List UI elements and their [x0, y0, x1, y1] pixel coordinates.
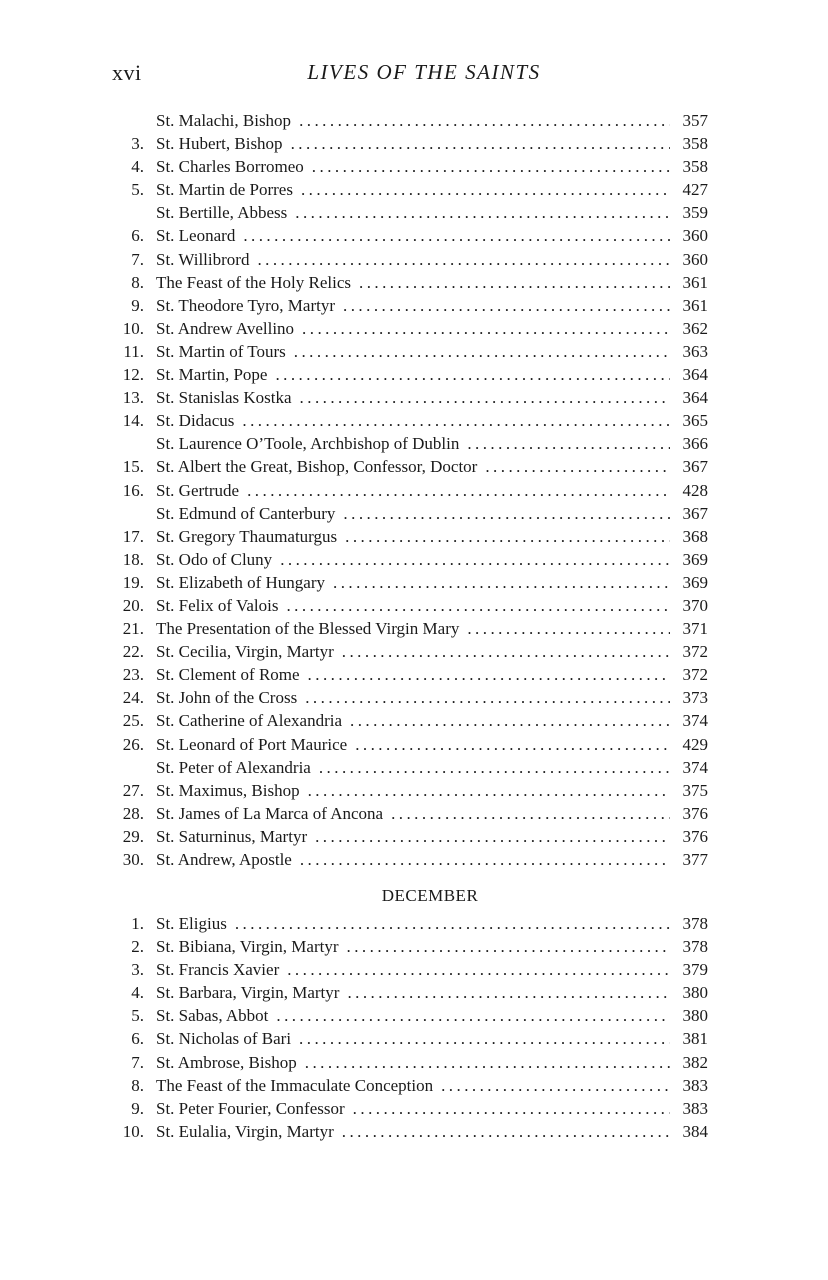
entry-day-number: 9.: [131, 295, 144, 315]
entry-page-number: 379: [682, 960, 708, 980]
entry-page-number: 374: [682, 757, 708, 777]
entry-title: St. Leonard: [156, 226, 236, 246]
dot-leader: [286, 594, 670, 617]
page-number: xvi: [112, 60, 142, 85]
entry-page-number: 376: [682, 826, 708, 846]
entry-day-number: 7.: [131, 1052, 144, 1072]
dot-leader: [257, 248, 670, 271]
dot-leader: [276, 1004, 670, 1027]
dot-leader: [347, 935, 670, 958]
entry-day-number: 4.: [131, 983, 144, 1003]
entry-day-number: 8.: [131, 272, 144, 292]
dot-leader: [485, 455, 670, 478]
entry-day-number: 24.: [122, 688, 144, 708]
contents-entry: [112, 617, 708, 640]
entry-title: The Feast of the Immaculate Conception: [156, 1075, 434, 1095]
dot-leader: [333, 571, 670, 594]
entry-day-number: 5.: [131, 180, 144, 200]
entry-title: St. Peter of Alexandria: [156, 757, 311, 777]
contents-entry: [112, 502, 708, 525]
contents-entry: [112, 756, 708, 779]
contents-entry: [112, 981, 708, 1004]
contents-entry: [112, 317, 708, 340]
entry-day-number: 22.: [122, 642, 144, 662]
contents-entry: [112, 825, 708, 848]
contents-entry: [112, 155, 708, 178]
contents-entry: [112, 409, 708, 432]
contents-entry: [112, 294, 708, 317]
entry-day-number: 28.: [122, 803, 144, 823]
entry-page-number: 371: [682, 619, 708, 639]
entry-page-number: 357: [682, 111, 708, 130]
entry-page-number: 372: [682, 642, 708, 662]
entry-day-number: 6.: [131, 1029, 144, 1049]
entry-title: St. Felix of Valois: [156, 595, 279, 615]
entry-page-number: 368: [682, 526, 708, 546]
entry-day-number: 4.: [131, 157, 144, 177]
entry-day-number: 21.: [122, 619, 144, 639]
entry-day-number: 17.: [122, 526, 144, 546]
entry-day-number: 12.: [122, 365, 144, 385]
entry-page-number: 374: [682, 711, 708, 731]
entry-page-number: 376: [682, 803, 708, 823]
entry-page-number: 373: [682, 688, 708, 708]
entry-page-number: 370: [682, 595, 708, 615]
entry-day-number: 27.: [122, 780, 144, 800]
entry-page-number: 380: [682, 983, 708, 1003]
entry-title: St. Saturninus, Martyr: [156, 826, 308, 846]
entry-title: The Feast of the Holy Relics: [156, 272, 351, 292]
contents-entry: [112, 779, 708, 802]
contents-entry: [112, 363, 708, 386]
entry-page-number: 372: [682, 665, 708, 685]
dot-leader: [441, 1074, 670, 1097]
entry-page-number: 384: [682, 1121, 708, 1141]
entry-day-number: 26.: [122, 734, 144, 754]
entry-title: St. Catherine of Alexandria: [156, 711, 343, 731]
entry-day-number: 1.: [131, 914, 144, 933]
entry-title: St. Barbara, Virgin, Martyr: [156, 983, 340, 1003]
entry-page-number: 365: [682, 411, 708, 431]
entry-day-number: 8.: [131, 1075, 144, 1095]
contents-entry: [112, 386, 708, 409]
dot-leader: [312, 155, 670, 178]
entry-page-number: 361: [682, 272, 708, 292]
running-title: LIVES OF THE SAINTS: [307, 60, 541, 84]
contents-entry: [112, 1004, 708, 1027]
entry-title: St. Eulalia, Virgin, Martyr: [156, 1121, 334, 1141]
entry-title: St. Martin de Porres: [156, 180, 293, 200]
contents-entry: [112, 340, 708, 363]
dot-leader: [315, 825, 670, 848]
contents-entry: [112, 1074, 708, 1097]
dot-leader: [300, 386, 670, 409]
entry-title: St. Leonard of Port Maurice: [156, 734, 348, 754]
contents-entry: [112, 224, 708, 247]
entry-title: St. Bibiana, Virgin, Martyr: [156, 937, 339, 957]
dot-leader: [295, 201, 670, 224]
entry-title: St. John of the Cross: [156, 688, 298, 708]
contents-entry: [112, 1051, 708, 1074]
entry-day-number: 10.: [122, 318, 144, 338]
entry-title: St. Clement of Rome: [156, 665, 300, 685]
entry-day-number: 5.: [131, 1006, 144, 1026]
dot-leader: [294, 340, 670, 363]
dot-leader: [291, 132, 670, 155]
contents-entry: [112, 594, 708, 617]
contents-entry: [112, 663, 708, 686]
dot-leader: [275, 363, 670, 386]
entry-day-number: 15.: [122, 457, 144, 477]
entry-page-number: 367: [682, 457, 708, 477]
entry-page-number: 364: [682, 388, 708, 408]
page-header: [112, 60, 708, 90]
entry-day-number: 29.: [122, 826, 144, 846]
dot-leader: [350, 709, 670, 732]
entry-page-number: 361: [682, 295, 708, 315]
dot-leader: [299, 109, 670, 132]
entry-page-number: 378: [682, 914, 708, 933]
dot-leader: [347, 981, 670, 1004]
entry-title: St. Hubert, Bishop: [156, 134, 283, 154]
dot-leader: [342, 1120, 670, 1143]
entry-page-number: 362: [682, 318, 708, 338]
contents-entry: [112, 709, 708, 732]
entry-title: St. Malachi, Bishop: [156, 111, 292, 130]
dot-leader: [287, 958, 670, 981]
entry-page-number: 382: [682, 1052, 708, 1072]
dot-leader: [301, 178, 670, 201]
entry-page-number: 369: [682, 549, 708, 569]
dot-leader: [247, 479, 670, 502]
contents-entry: [112, 1027, 708, 1050]
entry-title: St. Eligius: [156, 914, 227, 933]
contents-entry: [112, 271, 708, 294]
entry-title: St. Francis Xavier: [156, 960, 280, 980]
dot-leader: [235, 912, 670, 935]
entry-day-number: 25.: [122, 711, 144, 731]
entry-page-number: 360: [682, 249, 708, 269]
entry-title: St. Ambrose, Bishop: [156, 1052, 297, 1072]
contents-entry: [112, 848, 708, 871]
contents-entry: [112, 109, 708, 132]
december-heading: DECEMBER: [381, 886, 479, 905]
entry-title: St. Odo of Cluny: [156, 549, 273, 569]
dot-leader: [319, 756, 670, 779]
dot-leader: [243, 224, 670, 247]
dot-leader: [300, 848, 670, 871]
dot-leader: [342, 640, 670, 663]
entry-title: The Presentation of the Blessed Virgin Mary: [156, 619, 460, 639]
dot-leader: [299, 1027, 670, 1050]
contents-entry: [112, 571, 708, 594]
entry-page-number: 358: [682, 134, 708, 154]
contents-entry: [112, 686, 708, 709]
dot-leader: [359, 271, 670, 294]
entry-title: St. Willibrord: [156, 249, 250, 269]
entry-page-number: 427: [682, 180, 708, 200]
entry-title: St. Maximus, Bishop: [156, 780, 300, 800]
dot-leader: [353, 1097, 670, 1120]
dot-leader: [355, 733, 670, 756]
dot-leader: [391, 802, 670, 825]
entry-page-number: 375: [682, 780, 708, 800]
dot-leader: [308, 779, 670, 802]
contents-entry: [112, 958, 708, 981]
contents-entry: [112, 912, 708, 935]
entry-day-number: 11.: [123, 341, 144, 361]
entry-title: St. Andrew, Apostle: [156, 850, 292, 869]
entry-day-number: 18.: [122, 549, 144, 569]
entry-page-number: 428: [682, 480, 708, 500]
contents-entry: [112, 455, 708, 478]
entry-title: St. Stanislas Kostka: [156, 388, 292, 408]
contents-entry: [112, 432, 708, 455]
contents-entry: [112, 733, 708, 756]
entry-title: St. Gregory Thaumaturgus: [156, 526, 338, 546]
contents-entry: [112, 201, 708, 224]
entry-page-number: 429: [682, 734, 708, 754]
entry-title: St. Martin of Tours: [156, 341, 286, 361]
entry-title: St. Sabas, Abbot: [156, 1006, 269, 1026]
contents-entry: [112, 132, 708, 155]
contents-entry: [112, 178, 708, 201]
dot-leader: [305, 1051, 670, 1074]
entry-day-number: 2.: [131, 937, 144, 957]
entry-day-number: 20.: [122, 595, 144, 615]
entry-page-number: 367: [682, 503, 708, 523]
entry-page-number: 369: [682, 572, 708, 592]
entry-page-number: 383: [682, 1075, 708, 1095]
dot-leader: [467, 617, 670, 640]
entry-page-number: 378: [682, 937, 708, 957]
contents-entry: [112, 479, 708, 502]
entry-day-number: 9.: [131, 1098, 144, 1118]
entry-page-number: 377: [682, 850, 708, 869]
entry-page-number: 366: [682, 434, 708, 454]
entry-title: St. Andrew Avellino: [156, 318, 295, 338]
entry-title: St. Charles Borromeo: [156, 157, 304, 177]
december-contents-list: [112, 912, 708, 1143]
contents-entry: [112, 935, 708, 958]
dot-leader: [345, 525, 670, 548]
entry-title: St. Peter Fourier, Confessor: [156, 1098, 345, 1118]
entry-day-number: 19.: [122, 572, 144, 592]
entry-page-number: 381: [682, 1029, 708, 1049]
dot-leader: [302, 317, 670, 340]
entry-page-number: 360: [682, 226, 708, 246]
dot-leader: [343, 294, 670, 317]
entry-title: St. Albert the Great, Bishop, Confessor, Doctor: [156, 457, 478, 477]
entry-title: St. Gertrude: [156, 480, 240, 500]
entry-title: St. Didacus: [156, 411, 235, 431]
entry-title: St. Elizabeth of Hungary: [156, 572, 326, 592]
dot-leader: [242, 409, 670, 432]
entry-page-number: 380: [682, 1006, 708, 1026]
dot-leader: [305, 686, 670, 709]
entry-title: St. Theodore Tyro, Martyr: [156, 295, 336, 315]
entry-day-number: 10.: [122, 1121, 144, 1141]
november-contents-list: [112, 109, 708, 871]
entry-title: St. Cecilia, Virgin, Martyr: [156, 642, 334, 662]
dot-leader: [280, 548, 670, 571]
entry-day-number: 3.: [131, 960, 144, 980]
contents-entry: [112, 1097, 708, 1120]
entry-title: St. Nicholas of Bari: [156, 1029, 292, 1049]
entry-day-number: 3.: [131, 134, 144, 154]
entry-day-number: 23.: [122, 665, 144, 685]
entry-page-number: 364: [682, 365, 708, 385]
contents-entry: [112, 640, 708, 663]
entry-day-number: 16.: [122, 480, 144, 500]
contents-entry: [112, 1120, 708, 1143]
entry-title: St. James of La Marca of Ancona: [156, 803, 384, 823]
contents-entry: [112, 802, 708, 825]
entry-page-number: 383: [682, 1098, 708, 1118]
entry-title: St. Laurence O’Toole, Archbishop of Dublin: [156, 434, 460, 454]
entry-page-number: 359: [682, 203, 708, 223]
entry-day-number: 14.: [122, 411, 144, 431]
entry-page-number: 363: [682, 341, 708, 361]
dot-leader: [308, 663, 670, 686]
entry-day-number: 30.: [122, 850, 144, 869]
entry-title: St. Edmund of Canterbury: [156, 503, 336, 523]
dot-leader: [343, 502, 670, 525]
entry-day-number: 13.: [122, 388, 144, 408]
contents-entry: [112, 548, 708, 571]
entry-page-number: 358: [682, 157, 708, 177]
contents-entry: [112, 248, 708, 271]
contents-entry: [112, 525, 708, 548]
entry-day-number: 6.: [131, 226, 144, 246]
entry-title: St. Martin, Pope: [156, 365, 268, 385]
entry-title: St. Bertille, Abbess: [156, 203, 288, 223]
dot-leader: [467, 432, 670, 455]
entry-day-number: 7.: [131, 249, 144, 269]
